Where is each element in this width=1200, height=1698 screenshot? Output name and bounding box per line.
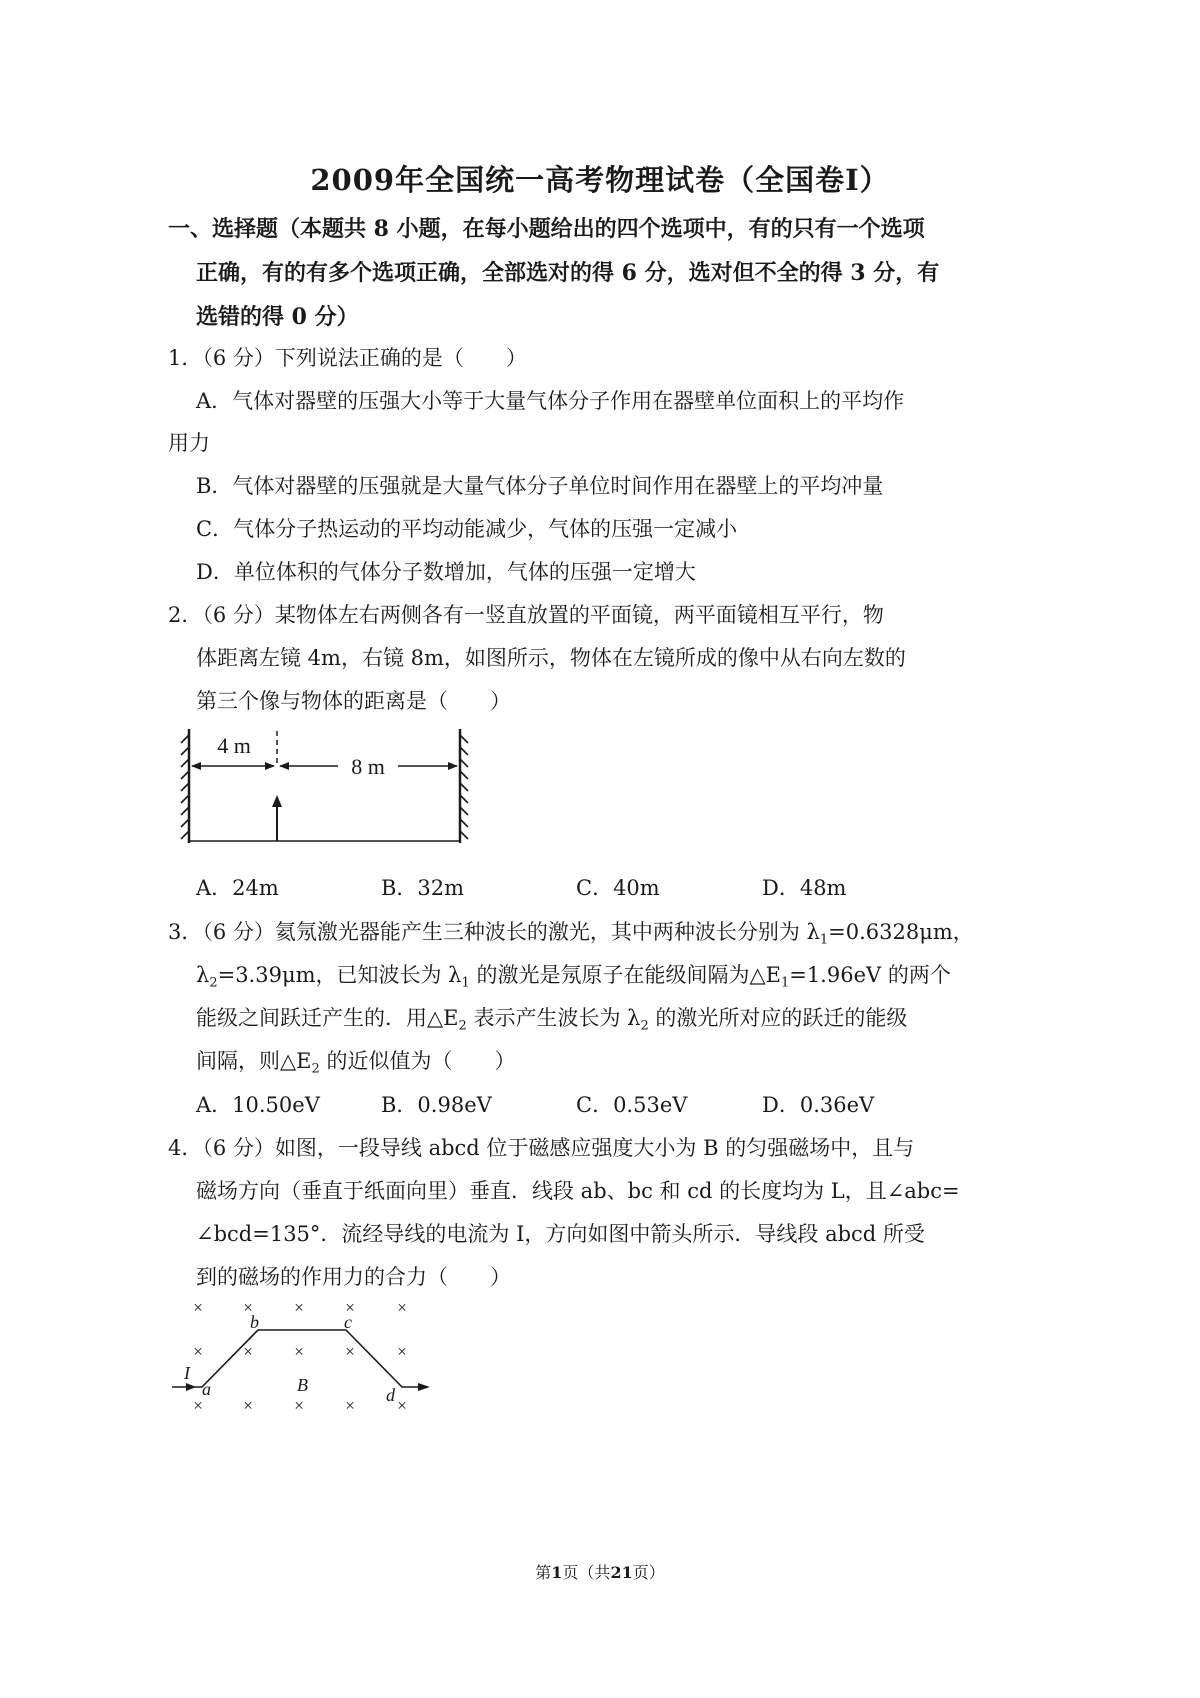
current-arrow-in: [186, 1383, 196, 1391]
q2-option-a: A．24m: [196, 876, 279, 900]
q3-stem-line1: 3．（6 分）氦氖激光器能产生三种波长的激光，其中两种波长分别为 $\lambda_1=0.6328\mu m$，: [168, 920, 974, 948]
svg-text:×: ×: [294, 1396, 304, 1415]
page-title: 2009年全国统一高考物理试卷（全国卷Ⅰ）: [310, 163, 890, 197]
label-a: a: [202, 1379, 211, 1399]
label-B: B: [297, 1375, 308, 1395]
q2-option-d: D．48m: [762, 876, 847, 900]
q3-option-b: B．0.98eV: [381, 1093, 492, 1117]
q3-stem-line3: 能级之间跃迁产生的．用$\triangle E_2$ 表示产生波长为 $\lambda_2$ 的激光所对应的跃迁的能级: [196, 1006, 908, 1034]
q2-stem-line2: 体距离左镜 4m，右镜 8m，如图所示，物体在左镜所成的像中从右向左数的: [196, 646, 906, 670]
object-arrow: [272, 795, 282, 841]
svg-text:×: ×: [243, 1396, 253, 1415]
q1-option-d: D．单位体积的气体分子数增加，气体的压强一定增大: [196, 560, 696, 584]
q4-stem-line4: 到的磁场的作用力的合力（ ）: [196, 1265, 511, 1289]
q3-stem-line4: 间隔，则$\triangle E_2$ 的近似值为（ ）: [196, 1049, 516, 1077]
q2-stem-line1: 2．（6 分）某物体左右两侧各有一竖直放置的平面镜，两平面镜相互平行，物: [168, 603, 884, 627]
svg-text:×: ×: [294, 1342, 304, 1361]
svg-text:×: ×: [397, 1342, 407, 1361]
q1-stem: 1．（6 分）下列说法正确的是（ ）: [168, 346, 527, 370]
field-cross-marks: [193, 1298, 407, 1415]
section-heading-line1: 一、选择题（本题共 8 小题，在每小题给出的四个选项中，有的只有一个选项: [168, 216, 925, 242]
current-arrow-out: [418, 1383, 430, 1391]
page-footer: 第1页（共21页）: [535, 1563, 665, 1582]
label-d: d: [386, 1385, 395, 1405]
svg-text:×: ×: [243, 1298, 253, 1317]
q2-option-c: C．40m: [576, 876, 660, 900]
q3-option-d: D．0.36eV: [762, 1093, 875, 1117]
q3-option-c: C．0.53eV: [576, 1093, 688, 1117]
magnetic-field-diagram: [168, 1295, 438, 1420]
q4-stem-line2: 磁场方向（垂直于纸面向里）垂直．线段 ab、bc 和 cd 的长度均为 L，且∠abc=: [196, 1179, 960, 1203]
svg-text:×: ×: [193, 1342, 203, 1361]
q2-option-b: B．32m: [381, 876, 465, 900]
svg-text:×: ×: [193, 1396, 203, 1415]
label-c: c: [344, 1312, 352, 1332]
svg-text:×: ×: [243, 1342, 253, 1361]
q1-option-c: C．气体分子热运动的平均动能减少，气体的压强一定减小: [196, 517, 738, 541]
svg-text:×: ×: [397, 1396, 407, 1415]
q3-option-a: A．10.50eV: [196, 1093, 320, 1117]
q4-stem-line3: ∠bcd=135°．流经导线的电流为 I，方向如图中箭头所示．导线段 abcd 所受: [196, 1222, 925, 1246]
dimension-4m: [191, 762, 275, 770]
mirror-diagram: [176, 725, 476, 850]
svg-text:×: ×: [294, 1298, 304, 1317]
left-mirror: [181, 729, 189, 843]
right-mirror: [460, 729, 468, 843]
label-4m: 4 m: [217, 733, 251, 758]
q3-stem-line2: $\lambda_2=3.39\mu m$，已知波长为 $\lambda_1$ 的激光是氖原子在能级间隔为$\triangle E_1=1.96eV$ 的两个: [196, 963, 951, 991]
q4-stem-line1: 4．（6 分）如图，一段导线 abcd 位于磁感应强度大小为 B 的匀强磁场中，且与: [168, 1136, 915, 1160]
label-b: b: [250, 1312, 259, 1332]
q1-option-b: B．气体对器壁的压强就是大量气体分子单位时间作用在器壁上的平均冲量: [196, 474, 884, 498]
svg-text:×: ×: [345, 1396, 355, 1415]
label-8m: 8 m: [351, 754, 385, 779]
label-I: I: [184, 1363, 190, 1383]
q1-option-a-line2: 用力: [168, 431, 210, 455]
section-heading-line2: 正确，有的有多个选项正确，全部选对的得 6 分，选对但不全的得 3 分，有: [196, 260, 940, 286]
svg-text:×: ×: [397, 1298, 407, 1317]
svg-text:×: ×: [345, 1342, 355, 1361]
section-heading-line3: 选错的得 0 分）: [196, 304, 359, 330]
svg-text:×: ×: [345, 1298, 355, 1317]
svg-text:×: ×: [193, 1298, 203, 1317]
q1-option-a-line1: A．气体对器壁的压强大小等于大量气体分子作用在器壁单位面积上的平均作: [196, 389, 905, 413]
q2-stem-line3: 第三个像与物体的距离是（ ）: [196, 689, 511, 713]
